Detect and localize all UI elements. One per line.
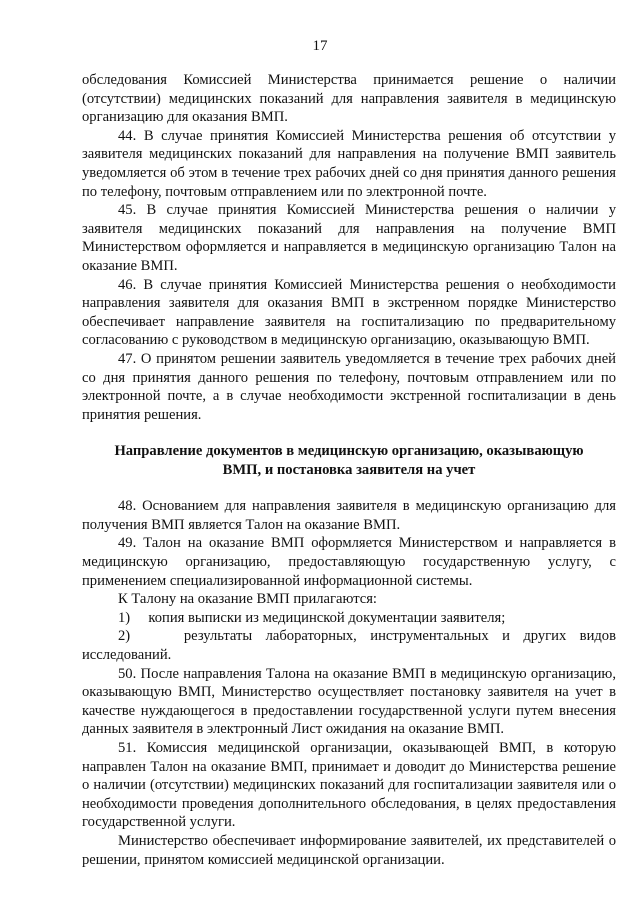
paragraph-44: 44. В случае принятия Комиссией Министерства решения об отсутствии у заявителя медицинских показаний для направления на получение ВМП заявитель уведомляется об этом в течение трех рабочих дней со дня принятия данного решения по телефону, почтовым отправлением или по электронной почте.: [82, 127, 616, 200]
page-number: 17: [312, 38, 328, 54]
paragraph-informing: Министерство обеспечивает информирование заявителей, их представителей о решении, принятом комиссией медицинской организации.: [82, 832, 616, 868]
section-heading: [82, 442, 616, 480]
paragraph-46: 46. В случае принятия Комиссией Министерства решения о необходимости направления заявителя для оказания ВМП в экстренном порядке Министерство обеспечивает направление заявителя на госпитализацию по предварительному согласованию с руководством в медицинскую организацию, оказывающую ВМП.: [82, 276, 616, 349]
attachments-intro: К Талону на оказание ВМП прилагаются:: [118, 591, 377, 608]
paragraph-51: 51. Комиссия медицинской организации, оказывающей ВМП, в которую направлен Талон на оказание ВМП, принимает и доводит до Министерства решение о наличии (отсутствии) медицинских показаний для госпитализации заявителя или о необходимости проведения дополнительного обследования, в целях предоставления государственной услуги.: [82, 740, 616, 831]
section-heading-line-1: Направление документов в медицинскую организацию, оказывающую: [114, 443, 584, 460]
paragraph-47: 47. О принятом решении заявитель уведомляется в течение трех рабочих дней со дня принятия данного решения по телефону, почтовым отправлением или по электронной почте, а в случае необходимости экстренной госпитализации в день принятия решения.: [82, 350, 616, 423]
paragraph-continuation: обследования Комиссией Министерства принимается решение о наличии (отсутствии) медицинских показаний для направления заявителя в медицинскую организацию для оказания ВМП.: [82, 72, 616, 126]
attachment-item-2: 2) результаты лабораторных, инструментальных и других видов исследований.: [82, 628, 616, 664]
paragraph-50: 50. После направления Талона на оказание ВМП в медицинскую организацию, оказывающую ВМП, Министерство осуществляет постановку заявителя на учет в качестве нуждающегося в предоставлении государственной услуги путем внесения данных заявителя в электронный Лист ожидания на оказание ВМП.: [82, 665, 616, 738]
section-heading-line-2: ВМП, и постановка заявителя на учет: [222, 462, 476, 479]
attachment-item-1: 1) копия выписки из медицинской документации заявителя;: [118, 609, 506, 626]
document-body: [82, 71, 616, 869]
paragraph-48: 48. Основанием для направления заявителя в медицинскую организацию для получения ВМП является Талон на оказание ВМП.: [82, 498, 616, 533]
paragraph-45: 45. В случае принятия Комиссией Министерства решения о наличии у заявителя медицинских показаний для направления на получение ВМП Министерством оформляется и направляется в медицинскую организацию Талон на оказание ВМП.: [82, 202, 616, 274]
paragraph-49: 49. Талон на оказание ВМП оформляется Министерством и направляется в медицинскую организацию, предоставляющую государственную услугу, с применением специализированной информационной системы.: [82, 535, 616, 589]
